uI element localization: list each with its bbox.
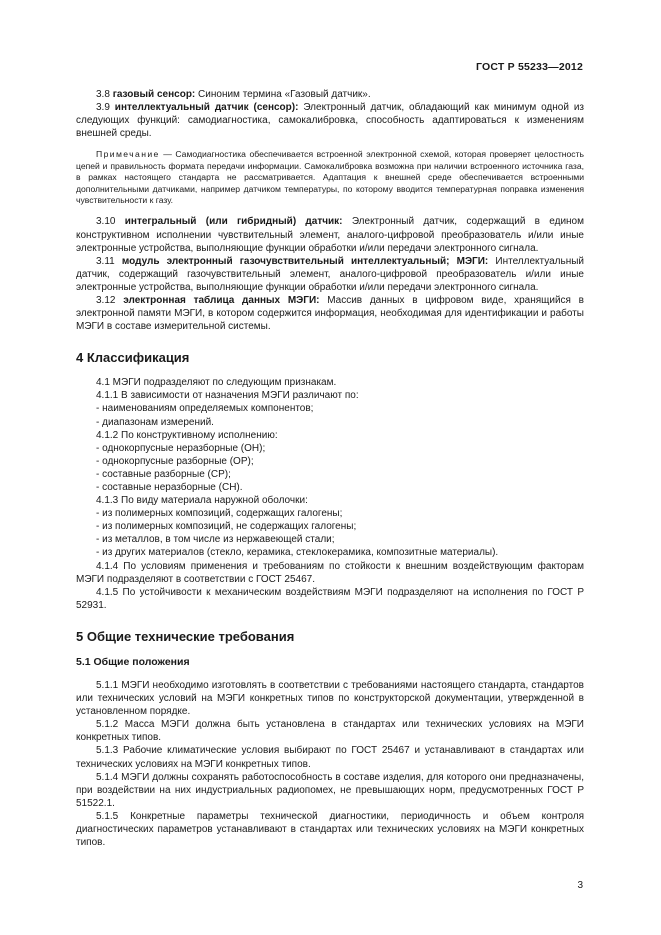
definition-3-12 — [76, 294, 584, 333]
page-number: 3 — [577, 880, 583, 891]
paragraph-5-1-4: 5.1.4 МЭГИ должны сохранять работоспособность в составе изделия, для которого они предназначены, при воздействии на них индустриальных радиопомех, не превышающих норм, предусмотренных ГОСТ Р 51522.1. — [76, 771, 584, 809]
list-item: - однокорпусные разборные (ОР); — [96, 455, 254, 467]
note-label: Примечание — [96, 149, 160, 160]
page-content — [76, 88, 584, 849]
definition-term: модуль электронный газочувствительный интеллектуальный; МЭГИ: — [121, 255, 489, 267]
note-text: — Самодиагностика обеспечивается встроенной электронной схемой, которая проверяет целостность цепей и правильность формата передачи информации. Самокалибровка возможна при наличии встроенного источника газа, в рамках настоящего стандарта не рассматривается. Адаптация к внешней среде обеспечивается встроенными дополнительными датчиками, например датчиком температуры, по которому вводится температурная поправка изменения чувствительности к газу. — [76, 149, 584, 205]
definition-text: Синоним термина «Газовый датчик». — [198, 89, 371, 100]
list-item: - однокорпусные неразборные (ОН); — [96, 442, 266, 454]
definition-text: Интеллектуальный датчик, содержащий газочувствительный элемент, аналого-цифровой преобразователь и/или иные электронные устройства, выполняющие функции обработки и/или передачи электронного сигнала. — [76, 255, 584, 293]
paragraph-4-1-5: 4.1.5 По устойчивости к механическим воздействиям МЭГИ подразделяют на исполнения по ГОСТ Р 52931. — [76, 586, 584, 611]
definition-term: газовый сенсор: — [112, 89, 196, 100]
definition-number: 3.12 — [96, 294, 116, 306]
list-item: - составные разборные (СР); — [96, 468, 231, 480]
note — [76, 149, 584, 206]
definition-text: Электронный датчик, обладающий как минимум одной из следующих функций: самодиагностика, самокалибровка, способность адаптироваться к изменениям внешней среды. — [76, 102, 584, 140]
section-4-heading: 4 Классификация — [76, 350, 190, 366]
list-item: - из металлов, в том числе из нержавеющей стали; — [96, 534, 335, 546]
definition-term: электронная таблица данных МЭГИ: — [123, 294, 320, 306]
definition-number: 3.9 — [96, 102, 110, 114]
definition-3-8 — [76, 88, 584, 101]
definition-term: интегральный (или гибридный) датчик: — [124, 216, 343, 228]
paragraph-5-1-1: 5.1.1 МЭГИ необходимо изготовлять в соответствии с требованиями настоящего стандарта, стандартов или технических условий на МЭГИ конкретных типов по конструкторской документации, утвержденной в установленном порядке. — [76, 679, 584, 718]
list-item: - из полимерных композиций, содержащих галогены; — [96, 508, 343, 520]
subsection-5-1-heading: 5.1 Общие положения — [76, 655, 190, 668]
definition-number: 3.11 — [96, 255, 115, 267]
list-item: - диапазонам измерений. — [96, 416, 214, 428]
list-item: 4.1.1 В зависимости от назначения МЭГИ различают по: — [96, 390, 359, 402]
paragraph-5-1-2: 5.1.2 Масса МЭГИ должна быть установлена в стандартах или технических условиях на МЭГИ конкретных типов. — [76, 719, 584, 744]
section-5-heading: 5 Общие технические требования — [76, 628, 295, 644]
document-code: ГОСТ Р 55233—2012 — [475, 61, 583, 73]
list-item: 4.1.2 По конструктивному исполнению: — [96, 429, 278, 441]
paragraph-4-1-4: 4.1.4 По условиям применения и требованиям по стойкости к внешним воздействующим факторам МЭГИ подразделяют в соответствии с ГОСТ 25467. — [76, 560, 584, 585]
definition-term: интеллектуальный датчик (сенсор): — [114, 102, 299, 114]
list-item: - из других материалов (стекло, керамика, стеклокерамика, композитные материалы). — [96, 547, 499, 559]
list-item: 4.1.3 По виду материала наружной оболочки: — [96, 495, 308, 507]
list-item: 4.1 МЭГИ подразделяют по следующим признакам. — [96, 377, 337, 389]
paragraph-5-1-5: 5.1.5 Конкретные параметры технической диагностики, периодичность и объем контроля диагностических параметров устанавливают в стандартах или технических условиях на МЭГИ конкретных типов. — [76, 810, 584, 849]
definition-text: Массив данных в цифровом виде, хранящийся в электронной памяти МЭГИ, в котором содержится информация, необходимая для идентификации и работы МЭГИ в составе измерительной системы. — [76, 294, 584, 333]
definition-3-10 — [76, 215, 584, 254]
list-item: - из полимерных композиций, не содержащих галогены; — [96, 521, 357, 533]
paragraph-5-1-3: 5.1.3 Рабочие климатические условия выбирают по ГОСТ 25467 и устанавливают в стандартах или технических условиях на МЭГИ конкретных типов. — [76, 745, 584, 770]
definition-3-9 — [76, 101, 584, 140]
definition-number: 3.10 — [96, 216, 116, 228]
classification-list — [76, 376, 584, 559]
list-item: - составные неразборные (СН). — [96, 482, 243, 493]
definition-3-11 — [76, 255, 584, 294]
list-item: - наименованиям определяемых компонентов; — [96, 403, 314, 415]
definition-text: Электронный датчик, содержащий в едином конструктивном исполнении чувствительный элемент, аналого-цифровой преобразователь и/или иные электронные устройства, выполняющие функции обработки и/или передачи электронного сигнала. — [76, 216, 584, 254]
definition-number: 3.8 — [96, 89, 110, 100]
